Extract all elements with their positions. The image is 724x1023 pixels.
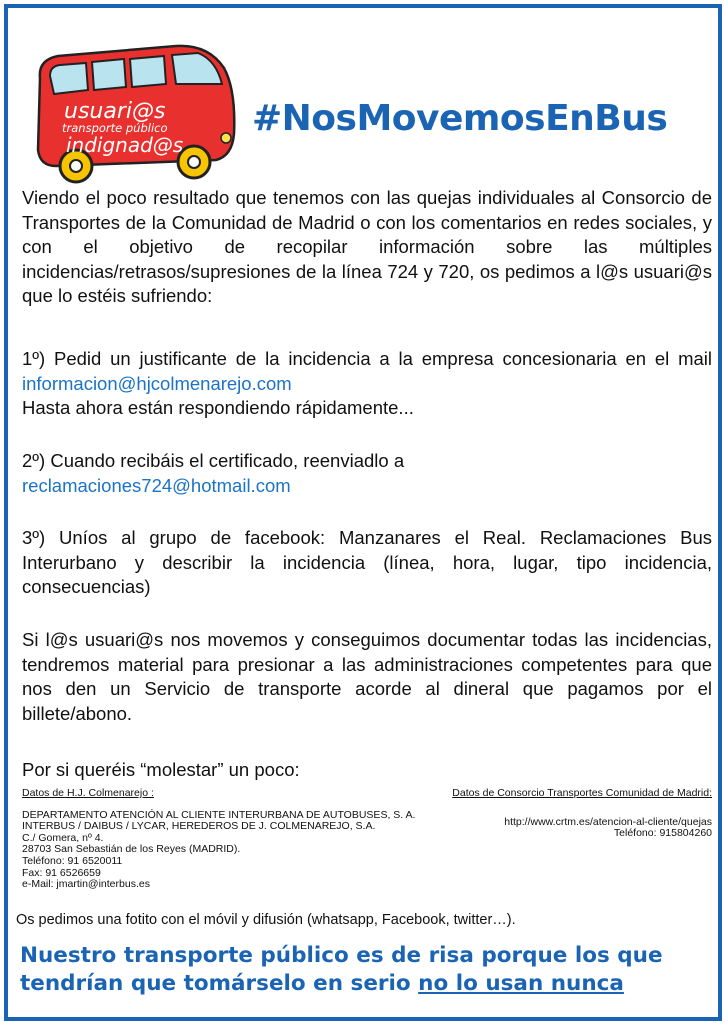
step1-email-link[interactable]: informacion@hjcolmenarejo.com (22, 372, 292, 394)
step2-email-link[interactable]: reclamaciones724@hotmail.com (22, 474, 291, 496)
step1-text: 1º) Pedid un justificante de la incidencia a la empresa concesionaria en el mail (22, 348, 712, 369)
contact-left-dept: DEPARTAMENTO ATENCIÓN AL CLIENTE INTERURBANA DE AUTOBUSES, S. A. (22, 808, 416, 821)
bus-logo (26, 38, 241, 186)
logo-line1: usuari@s (64, 99, 166, 124)
contact-left-street: C./ Gomera, nº 4. (22, 831, 104, 844)
contact-left-fax: Fax: 91 6526659 (22, 866, 101, 879)
hashtag-title: #NosMovemosEnBus (252, 98, 668, 139)
logo-line2: transporte público (62, 121, 168, 135)
contact-left-email: e-Mail: jmartin@interbus.es (22, 878, 150, 891)
contact-right-title: Datos de Consorcio Transportes Comunidad de Madrid: (452, 787, 712, 799)
photo-request: Os pedimos una fotito con el móvil y difusión (whatsapp, Facebook, twitter…). (16, 912, 516, 928)
contact-right-phone: Teléfono: 915804260 (613, 827, 712, 840)
step2-paragraph (22, 449, 712, 498)
step1-paragraph (22, 347, 712, 421)
step1-note: Hasta ahora están respondiendo rápidamente... (22, 397, 414, 418)
step3-paragraph: 3º) Uníos al grupo de facebook: Manzanares el Real. Reclamaciones Bus Interurbano y describir la incidencia (línea, hora, lugar, tipo incidencia, consecuencias) (22, 527, 712, 597)
poster-frame (4, 4, 722, 1021)
intro-paragraph: Viendo el poco resultado que tenemos con las quejas individuales al Consorcio de Transportes de la Comunidad de Madrid o con los comentarios en redes sociales, y con el objetivo de recopilar información sobre las múltiples incidencias/retrasos/supresiones de la línea 724 y 720, os pedimos a l@s usuari@s que lo estéis sufriendo: (22, 187, 712, 306)
annoy-heading: Por si queréis “molestar” un poco: (22, 759, 300, 780)
closing-paragraph: Si l@s usuari@s nos movemos y conseguimos documentar todas las incidencias, tendremos material para presionar a las administraciones competentes para que nos den un Servicio de transporte acorde al dineral que pagamos por el billete/abono. (22, 629, 712, 724)
contact-left-title: Datos de H.J. Colmenarejo : (22, 787, 154, 799)
slogan-text: Nuestro transporte público es de risa porque los que tendrían que tomárselo en serio (20, 943, 663, 996)
slogan (20, 942, 710, 998)
contact-left-city: 28703 San Sebastián de los Reyes (MADRID). (22, 843, 241, 856)
contact-consorcio (392, 788, 712, 840)
logo-line3: indignad@s (66, 133, 184, 157)
contact-left-phone: Teléfono: 91 6520011 (22, 854, 123, 867)
contact-left-companies: INTERBUS / DAIBUS / LYCAR, HEREDEROS DE J. COLMENAREJO, S.A. (22, 820, 376, 833)
contact-right-url[interactable]: http://www.crtm.es/atencion-al-cliente/quejas (504, 815, 712, 828)
slogan-underlined: no lo usan nunca (418, 971, 624, 996)
step2-text: 2º) Cuando recibáis el certificado, reenviadlo a (22, 450, 405, 471)
contact-colmenarejo (22, 788, 442, 891)
